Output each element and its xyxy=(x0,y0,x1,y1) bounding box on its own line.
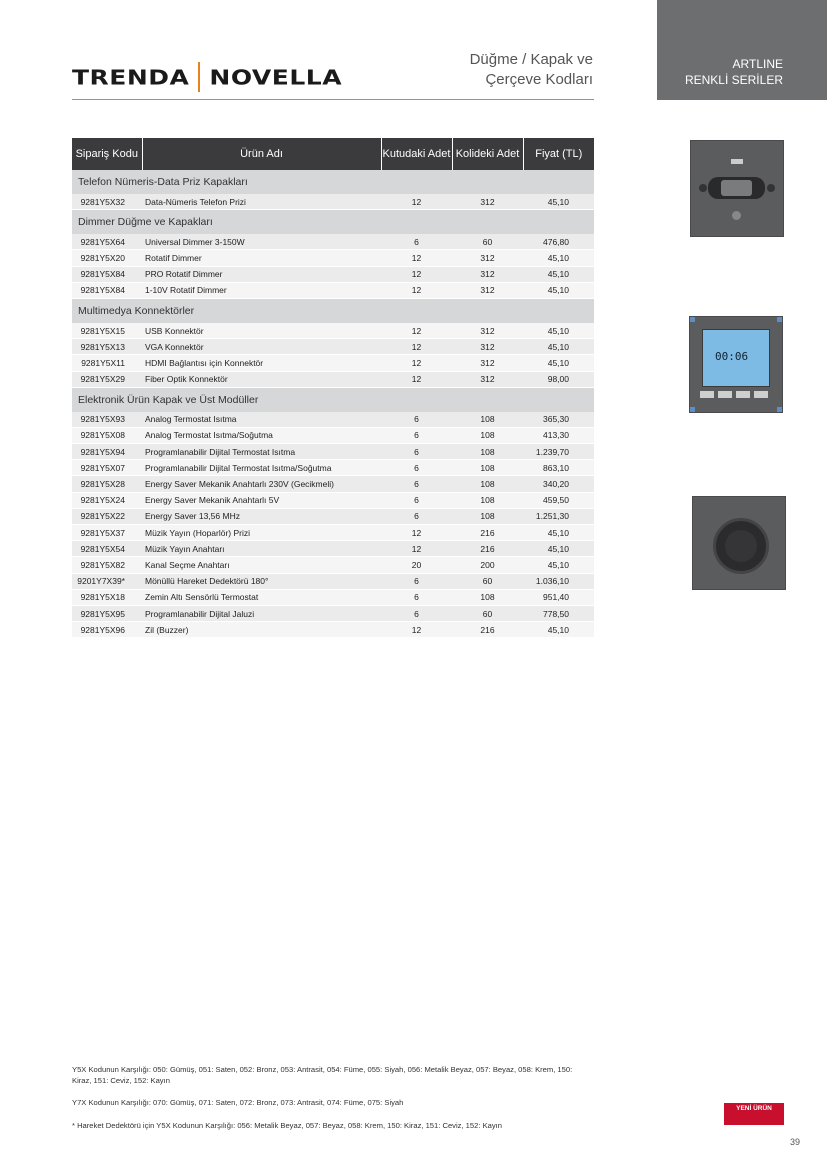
title-divider xyxy=(72,99,594,100)
table-row xyxy=(72,573,594,589)
cell-price: 45,10 xyxy=(523,355,594,371)
footnote-y5x: Y5X Kodunun Karşılığı: 050: Gümüş, 051: Saten, 052: Bronz, 053: Antrasit, 054: Füme, 055: Siyah, 056: Metalik Beyaz, 057: Beyaz, 058: Krem, 150: Kiraz, 151: Ceviz, 152: Kayın xyxy=(72,1065,573,1085)
cell-case-qty: 312 xyxy=(452,266,523,282)
cell-price: 1.239,70 xyxy=(523,444,594,460)
cell-case-qty: 312 xyxy=(452,323,523,339)
cell-case-qty: 312 xyxy=(452,371,523,387)
cell-order-code: 9281Y5X93 xyxy=(72,412,142,428)
cell-box-qty: 6 xyxy=(381,427,452,443)
cell-product-name: HDMI Bağlantısı için Konnektör xyxy=(142,355,381,371)
thermostat-key-icon xyxy=(700,391,714,398)
digital-thermostat-image xyxy=(689,316,783,413)
cell-order-code: 9281Y5X37 xyxy=(72,525,142,541)
cell-box-qty: 6 xyxy=(381,460,452,476)
cell-product-name: Zemin Altı Sensörlü Termostat xyxy=(142,589,381,605)
vga-port-icon xyxy=(708,177,765,199)
corner-clip-icon xyxy=(690,317,695,322)
button-icon xyxy=(732,211,741,220)
cell-product-name: PRO Rotatif Dimmer xyxy=(142,266,381,282)
table-row xyxy=(72,460,594,476)
cell-price: 1.036,10 xyxy=(523,573,594,589)
cell-product-name: Zil (Buzzer) xyxy=(142,622,381,638)
cell-price: 863,10 xyxy=(523,460,594,476)
thermostat-time: 00:06 xyxy=(715,350,749,363)
cell-order-code: 9281Y5X28 xyxy=(72,476,142,492)
cell-case-qty: 60 xyxy=(452,573,523,589)
section-header xyxy=(72,387,594,412)
thermostat-key-icon xyxy=(718,391,732,398)
cell-product-name: Programlanabilir Dijital Termostat Isıtma xyxy=(142,444,381,460)
cell-case-qty: 312 xyxy=(452,194,523,210)
cell-case-qty: 60 xyxy=(452,605,523,621)
col-header-box-qty: Kutudaki Adet xyxy=(381,138,452,170)
cell-case-qty: 108 xyxy=(452,460,523,476)
cell-product-name: Energy Saver Mekanik Anahtarlı 5V xyxy=(142,492,381,508)
cell-case-qty: 200 xyxy=(452,557,523,573)
table-row xyxy=(72,605,594,621)
table-row xyxy=(72,250,594,266)
table-row xyxy=(72,508,594,524)
screw-icon xyxy=(767,184,775,192)
cell-box-qty: 12 xyxy=(381,355,452,371)
table-row xyxy=(72,589,594,605)
series-badge xyxy=(657,0,827,100)
thermostat-key-icon xyxy=(754,391,768,398)
series-line1: ARTLINE xyxy=(732,57,783,71)
cell-order-code: 9281Y5X82 xyxy=(72,557,142,573)
cell-case-qty: 108 xyxy=(452,412,523,428)
logo-divider xyxy=(198,62,200,92)
cell-case-qty: 312 xyxy=(452,282,523,298)
cell-box-qty: 12 xyxy=(381,371,452,387)
cell-case-qty: 216 xyxy=(452,622,523,638)
table-row xyxy=(72,476,594,492)
cell-price: 45,10 xyxy=(523,194,594,210)
cell-case-qty: 108 xyxy=(452,508,523,524)
cell-box-qty: 12 xyxy=(381,250,452,266)
cell-order-code: 9281Y5X84 xyxy=(72,266,142,282)
cell-product-name: Kanal Seçme Anahtarı xyxy=(142,557,381,573)
table-row xyxy=(72,282,594,298)
cell-box-qty: 6 xyxy=(381,573,452,589)
col-header-case-qty: Kolideki Adet xyxy=(452,138,523,170)
cell-price: 45,10 xyxy=(523,339,594,355)
cell-price: 45,10 xyxy=(523,541,594,557)
cell-box-qty: 6 xyxy=(381,605,452,621)
cell-order-code: 9281Y5X11 xyxy=(72,355,142,371)
cell-product-name: Mönüllü Hareket Dedektörü 180° xyxy=(142,573,381,589)
table-header-row xyxy=(72,138,594,170)
table-row xyxy=(72,412,594,428)
cell-price: 365,30 xyxy=(523,412,594,428)
cell-price: 45,10 xyxy=(523,622,594,638)
cell-product-name: Müzik Yayın (Hoparlör) Prizi xyxy=(142,525,381,541)
cell-order-code: 9281Y5X13 xyxy=(72,339,142,355)
table-row xyxy=(72,557,594,573)
cell-order-code: 9281Y5X95 xyxy=(72,605,142,621)
table-row xyxy=(72,622,594,638)
footnote-y7x: Y7X Kodunun Karşılığı: 070: Gümüş, 071: Saten, 072: Bronz, 073: Antrasit, 074: Füme, 075: Siyah xyxy=(72,1098,404,1107)
cell-box-qty: 12 xyxy=(381,266,452,282)
cell-order-code: 9281Y5X29 xyxy=(72,371,142,387)
cell-order-code: 9281Y5X20 xyxy=(72,250,142,266)
cell-order-code: 9281Y5X64 xyxy=(72,234,142,250)
brand-trenda: TRENDA xyxy=(72,65,190,89)
footnote-motion-detector: * Hareket Dedektörü için Y5X Kodunun Karşılığı: 056: Metalik Beyaz, 057: Beyaz, 058: Krem, 150: Kiraz, 151: Ceviz, 152: Kayın xyxy=(72,1121,502,1130)
cell-box-qty: 12 xyxy=(381,622,452,638)
cell-product-name: Rotatif Dimmer xyxy=(142,250,381,266)
cell-price: 413,30 xyxy=(523,427,594,443)
cell-product-name: 1-10V Rotatif Dimmer xyxy=(142,282,381,298)
cell-box-qty: 12 xyxy=(381,525,452,541)
table-row xyxy=(72,427,594,443)
cell-box-qty: 12 xyxy=(381,194,452,210)
cell-case-qty: 216 xyxy=(452,525,523,541)
cell-order-code: 9281Y5X22 xyxy=(72,508,142,524)
cell-order-code: 9281Y5X07 xyxy=(72,460,142,476)
cell-product-name: Müzik Yayın Anahtarı xyxy=(142,541,381,557)
corner-clip-icon xyxy=(777,407,782,412)
section-title: Elektronik Ürün Kapak ve Üst Modüller xyxy=(72,387,594,412)
price-table xyxy=(72,138,594,638)
page-title-line2: Çerçeve Kodları xyxy=(485,71,593,88)
table-row xyxy=(72,525,594,541)
screw-icon xyxy=(699,184,707,192)
section-title: Telefon Nümeris-Data Priz Kapakları xyxy=(72,170,594,194)
thermostat-screen xyxy=(702,329,770,387)
table-row xyxy=(72,323,594,339)
cell-box-qty: 6 xyxy=(381,589,452,605)
cell-case-qty: 312 xyxy=(452,355,523,371)
page-number: 39 xyxy=(789,1137,800,1147)
col-header-product-name: Ürün Adı xyxy=(142,138,381,170)
cell-product-name: Data-Nümeris Telefon Prizi xyxy=(142,194,381,210)
cell-price: 45,10 xyxy=(523,525,594,541)
vga-label-icon xyxy=(731,159,743,164)
table-row xyxy=(72,541,594,557)
cell-box-qty: 6 xyxy=(381,412,452,428)
cell-order-code: 9281Y5X96 xyxy=(72,622,142,638)
cell-product-name: Universal Dimmer 3-150W xyxy=(142,234,381,250)
cell-price: 45,10 xyxy=(523,557,594,573)
cell-order-code: 9281Y5X15 xyxy=(72,323,142,339)
cell-price: 340,20 xyxy=(523,476,594,492)
cell-product-name: Analog Termostat Isıtma xyxy=(142,412,381,428)
col-header-price: Fiyat (TL) xyxy=(523,138,594,170)
cell-price: 476,80 xyxy=(523,234,594,250)
cell-order-code: 9281Y5X08 xyxy=(72,427,142,443)
cell-box-qty: 6 xyxy=(381,508,452,524)
cell-product-name: Programlanabilir Dijital Termostat Isıtma/Soğutma xyxy=(142,460,381,476)
cell-product-name: Energy Saver 13,56 MHz xyxy=(142,508,381,524)
cell-price: 98,00 xyxy=(523,371,594,387)
cell-order-code: 9281Y5X32 xyxy=(72,194,142,210)
cell-product-name: Energy Saver Mekanik Anahtarlı 230V (Gecikmeli) xyxy=(142,476,381,492)
cell-order-code: 9281Y5X18 xyxy=(72,589,142,605)
brand-novella: NOVELLA xyxy=(209,65,343,89)
cell-order-code: 9281Y5X94 xyxy=(72,444,142,460)
cell-price: 45,10 xyxy=(523,323,594,339)
cell-case-qty: 108 xyxy=(452,492,523,508)
cell-box-qty: 6 xyxy=(381,476,452,492)
cell-price: 45,10 xyxy=(523,282,594,298)
page-title xyxy=(470,50,593,90)
section-header xyxy=(72,210,594,235)
corner-clip-icon xyxy=(690,407,695,412)
table-row xyxy=(72,266,594,282)
table-row xyxy=(72,194,594,210)
cell-price: 951,40 xyxy=(523,589,594,605)
cell-case-qty: 60 xyxy=(452,234,523,250)
dimmer-knob-icon xyxy=(713,518,769,574)
table-row xyxy=(72,355,594,371)
cell-case-qty: 312 xyxy=(452,339,523,355)
table-row xyxy=(72,492,594,508)
corner-clip-icon xyxy=(777,317,782,322)
cell-case-qty: 108 xyxy=(452,589,523,605)
cell-box-qty: 12 xyxy=(381,339,452,355)
cell-price: 45,10 xyxy=(523,266,594,282)
cell-box-qty: 12 xyxy=(381,541,452,557)
table-row xyxy=(72,371,594,387)
cell-price: 459,50 xyxy=(523,492,594,508)
series-line2: RENKLİ SERİLER xyxy=(684,73,783,87)
page-title-line1: Düğme / Kapak ve xyxy=(469,51,593,68)
rotary-dimmer-image xyxy=(692,496,786,590)
cell-price: 1.251,30 xyxy=(523,508,594,524)
cell-order-code: 9201Y7X39* xyxy=(72,573,142,589)
col-header-order-code: Sipariş Kodu xyxy=(72,138,142,170)
cell-price: 45,10 xyxy=(523,250,594,266)
cell-product-name: Fiber Optik Konnektör xyxy=(142,371,381,387)
cell-product-name: Analog Termostat Isıtma/Soğutma xyxy=(142,427,381,443)
new-product-tag: YENİ ÜRÜN xyxy=(724,1103,784,1125)
section-header xyxy=(72,170,594,194)
cell-box-qty: 12 xyxy=(381,282,452,298)
thermostat-key-icon xyxy=(736,391,750,398)
cell-case-qty: 216 xyxy=(452,541,523,557)
cell-order-code: 9281Y5X24 xyxy=(72,492,142,508)
cell-product-name: Programlanabilir Dijital Jaluzi xyxy=(142,605,381,621)
cell-box-qty: 20 xyxy=(381,557,452,573)
section-header xyxy=(72,298,594,323)
cell-order-code: 9281Y5X84 xyxy=(72,282,142,298)
cell-box-qty: 6 xyxy=(381,444,452,460)
cell-price: 778,50 xyxy=(523,605,594,621)
section-title: Multimedya Konnektörler xyxy=(72,298,594,323)
table-row xyxy=(72,444,594,460)
cell-product-name: USB Konnektör xyxy=(142,323,381,339)
cell-box-qty: 6 xyxy=(381,492,452,508)
brand-logo xyxy=(72,60,342,94)
cell-case-qty: 312 xyxy=(452,250,523,266)
table-row xyxy=(72,339,594,355)
vga-connector-image xyxy=(690,140,784,237)
cell-product-name: VGA Konnektör xyxy=(142,339,381,355)
section-title: Dimmer Düğme ve Kapakları xyxy=(72,210,594,235)
cell-case-qty: 108 xyxy=(452,427,523,443)
table-row xyxy=(72,234,594,250)
cell-box-qty: 12 xyxy=(381,323,452,339)
cell-case-qty: 108 xyxy=(452,476,523,492)
cell-box-qty: 6 xyxy=(381,234,452,250)
cell-case-qty: 108 xyxy=(452,444,523,460)
cell-order-code: 9281Y5X54 xyxy=(72,541,142,557)
